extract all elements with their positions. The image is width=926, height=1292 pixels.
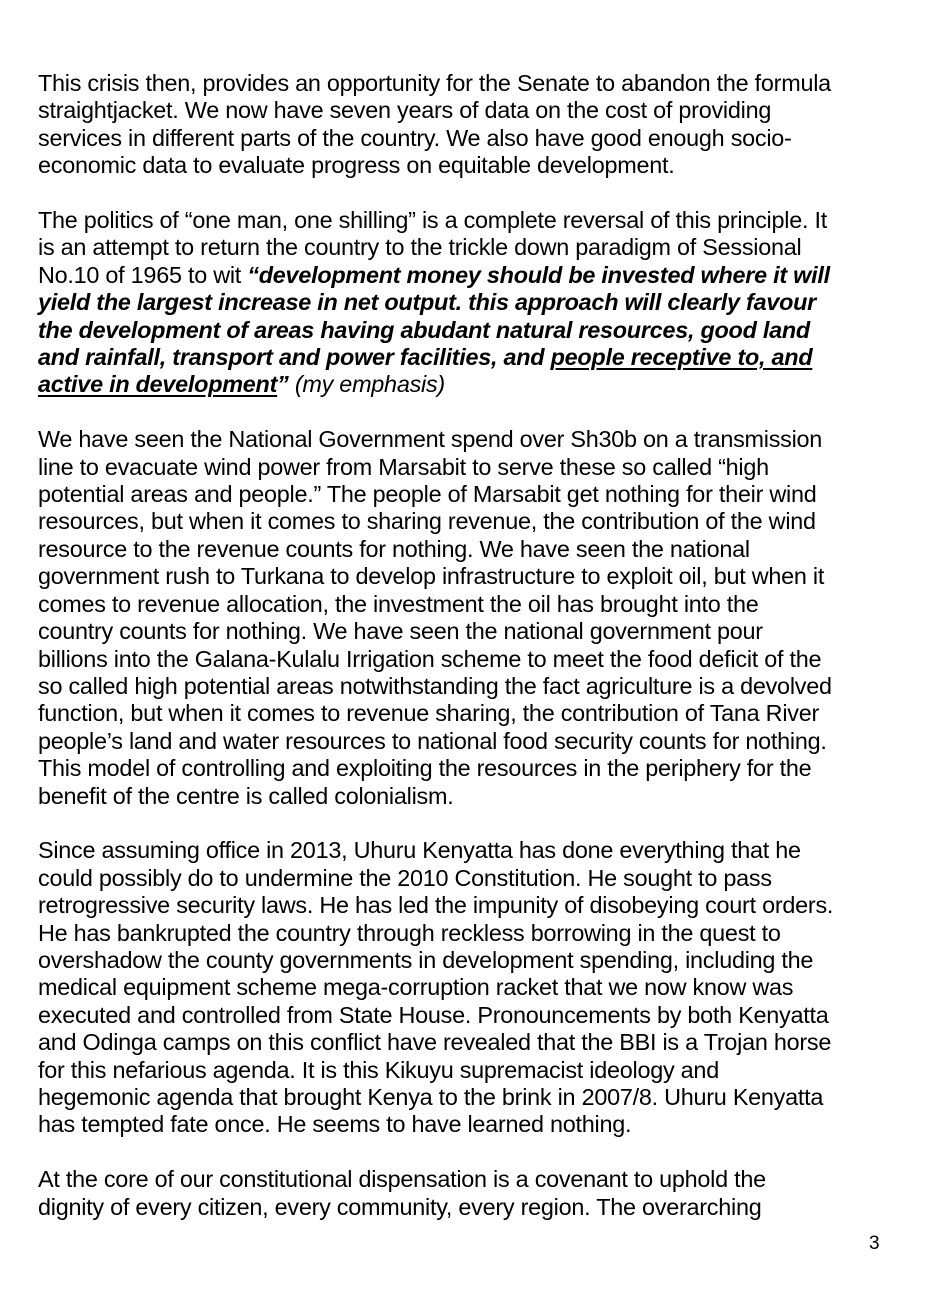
text-line: Since assuming office in 2013, Uhuru Kenyatta has done everything that he <box>38 837 801 864</box>
text-line <box>38 371 888 398</box>
text-line: retrogressive security laws. He has led the impunity of disobeying court orders. <box>38 892 834 919</box>
quote-line: yield the largest increase in net output. this approach will clearly favour <box>38 289 817 316</box>
paragraph-2 <box>38 207 888 399</box>
text-line <box>38 344 888 371</box>
text-line: people’s land and water resources to national food security counts for nothing. <box>38 727 827 754</box>
text-line: medical equipment scheme mega-corruption racket that we now know was <box>38 974 794 1001</box>
text-line: straightjacket. We now have seven years of data on the cost of providing <box>38 97 772 124</box>
text-line: hegemonic agenda that brought Kenya to the brink in 2007/8. Uhuru Kenyatta <box>38 1083 824 1110</box>
quote-underlined: active in development <box>38 371 278 398</box>
text-line: He has bankrupted the country through reckless borrowing in the quest to <box>38 919 781 946</box>
text-line: could possibly do to undermine the 2010 Constitution. He sought to pass <box>38 864 772 891</box>
text-line: potential areas and people.” The people of Marsabit get nothing for their wind <box>38 481 817 508</box>
text-line: resources, but when it comes to sharing revenue, the contribution of the wind <box>38 508 816 535</box>
text-line: and Odinga camps on this conflict have revealed that the BBI is a Trojan horse <box>38 1029 832 1056</box>
quote-bold-italic: “development money should be invested where it will <box>247 261 830 288</box>
paragraph-5 <box>38 1166 888 1221</box>
paragraph-3 <box>38 426 888 810</box>
text-line: At the core of our constitutional dispensation is a covenant to uphold the <box>38 1166 766 1193</box>
quote-underlined: people receptive to, and <box>550 344 813 371</box>
text-line: We have seen the National Government spend over Sh30b on a transmission <box>38 426 823 453</box>
text-line <box>38 262 888 289</box>
text-line: benefit of the centre is called colonialism. <box>38 782 454 809</box>
page-number: 3 <box>869 1233 880 1254</box>
document-page <box>38 70 888 1248</box>
quote-close: ” <box>277 371 289 398</box>
text-line: has tempted fate once. He seems to have learned nothing. <box>38 1111 632 1138</box>
text-line: This model of controlling and exploiting the resources in the periphery for the <box>38 755 812 782</box>
text-line: overshadow the county governments in development spending, including the <box>38 946 814 973</box>
text-line: The politics of “one man, one shilling” is a complete reversal of this principle. It <box>38 207 827 234</box>
text-line: dignity of every citizen, every community, every region. The overarching <box>38 1193 762 1220</box>
text-line: is an attempt to return the country to the trickle down paradigm of Sessional <box>38 234 802 261</box>
paragraph-1 <box>38 70 888 180</box>
text-line: line to evacuate wind power from Marsabit to serve these so called “high <box>38 453 769 480</box>
text-line: comes to revenue allocation, the investment the oil has brought into the <box>38 590 759 617</box>
text-line: resource to the revenue counts for nothing. We have seen the national <box>38 535 750 562</box>
text-line: billions into the Galana-Kulalu Irrigation scheme to meet the food deficit of the <box>38 645 822 672</box>
text-line: country counts for nothing. We have seen the national government pour <box>38 618 763 645</box>
text-line: government rush to Turkana to develop infrastructure to exploit oil, but when it <box>38 563 825 590</box>
text-line: so called high potential areas notwithstanding the fact agriculture is a devolved <box>38 672 832 699</box>
text-line: for this nefarious agenda. It is this Kikuyu supremacist ideology and <box>38 1056 719 1083</box>
text-line: economic data to evaluate progress on equitable development. <box>38 152 675 179</box>
text-line: function, but when it comes to revenue sharing, the contribution of Tana River <box>38 700 820 727</box>
quote-bold-italic: and rainfall, transport and power facilities, and <box>38 344 551 371</box>
text-line: services in different parts of the country. We also have good enough socio- <box>38 124 792 151</box>
plain-text: No.10 of 1965 to wit <box>38 261 248 288</box>
emphasis-note: (my emphasis) <box>288 371 445 398</box>
quote-line: the development of areas having abudant natural resources, good land <box>38 316 810 343</box>
text-line: executed and controlled from State House. Pronouncements by both Kenyatta <box>38 1001 829 1028</box>
text-line: This crisis then, provides an opportunity for the Senate to abandon the formula <box>38 70 831 96</box>
paragraph-4 <box>38 837 888 1138</box>
